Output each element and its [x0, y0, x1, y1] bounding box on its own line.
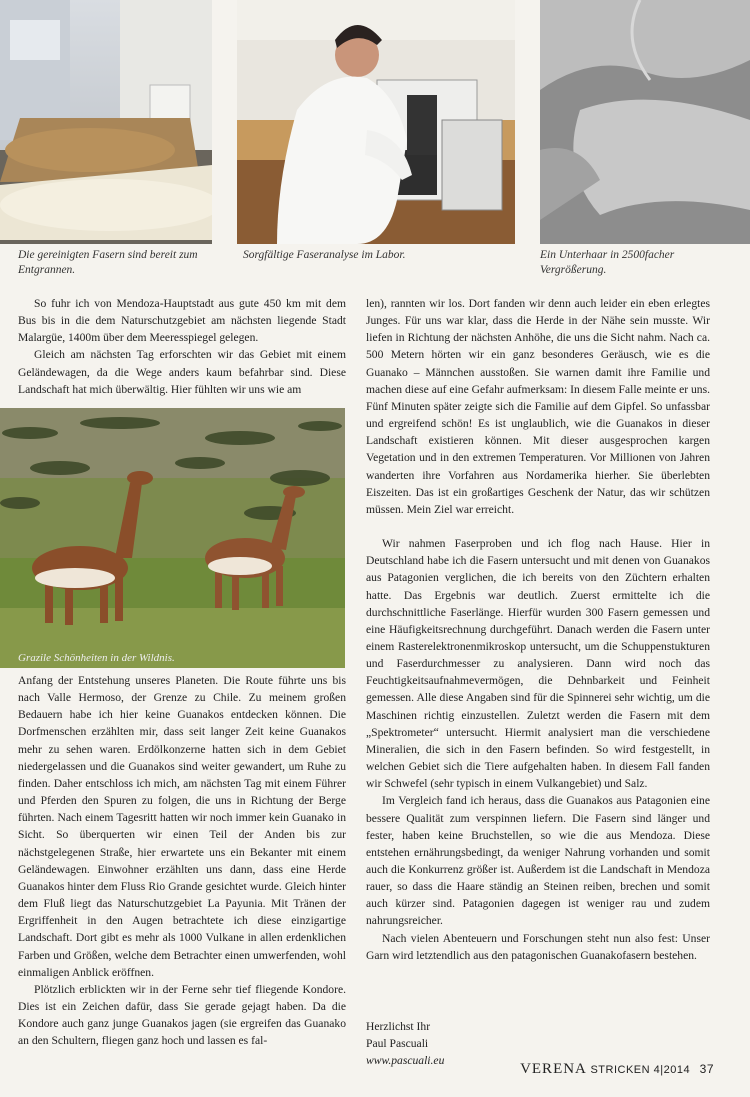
signature-name: Paul Pascuali [366, 1037, 429, 1050]
left-column-bottom [18, 672, 346, 1049]
signature-url[interactable]: www.pascuali.eu [366, 1054, 445, 1067]
caption-guanacos: Grazile Schönheiten in der Wildnis. [18, 652, 175, 664]
photo-guanacos [0, 408, 345, 668]
signature [366, 1018, 444, 1069]
fibers-image [0, 0, 212, 244]
right-column [366, 295, 710, 964]
left-column-top [18, 295, 346, 398]
lab-image [237, 0, 515, 244]
micro-image [540, 0, 750, 244]
paragraph: Im Vergleich fand ich heraus, dass die Guanakos aus Patagonien eine bessere Qualität zum verspinnen liefern. Die Fasern sind länger und fester, haben keine Bruchstellen, so wie die aus Mendoza. Diese entstehen ernährungsbedingt, da weniger Nahrung vorhanden und somit auch die Konkurrenz größer ist. Außerdem ist die Landschaft in Mendoza rauer, so dass die Haare ständig an Steinen reiben, brechen und somit auch kürzer sind. Patagonien dagegen ist weniger rau und zudem nahrungsreicher. [366, 794, 710, 928]
caption-fibers: Die gereinigten Fasern sind bereit zum Entgrannen. [18, 249, 198, 276]
guanacos-image [0, 408, 345, 668]
paragraph: Plötzlich erblickten wir in der Ferne sehr tief fliegende Kondore. Dies ist ein Zeichen dafür, dass Sie gerade gejagt haben. Da die Kondore auch ganz junge Guanakos jagen (sie ergreifen das Guanako an den Schultern, fliegen ganz hoch und lassen es fal- [18, 982, 346, 1048]
photo-fibers [0, 0, 212, 244]
paragraph: So fuhr ich von Mendoza-Hauptstadt aus gute 450 km mit dem Bus bis in die dem Naturschutzgebiet am nächsten liegende Stadt Malargüe, 1400m über dem Meeresspiegel gelegen. [18, 297, 346, 345]
paragraph: Wir nahmen Faserproben und ich flog nach Hause. Hier in Deutschland habe ich die Fasern untersucht und mit denen von Guanakos aus Patagonien verglichen, die ich bereits von den Züchtern erhalten hatte. Das Ergebnis war deutlich. Zuerst ermittelte ich die durchschnittliche Faserlänge. Hierfür wurden 300 Fasern gemessen und eine Häufigkeitsrechnung durchgeführt. Danach werden die Fasern unter einem Rasterelektronenmikroskop untersucht, um die Schuppenstukturen und Faserdurchmesser zu analysieren. Dann wird noch das Feuchtigkeitsaufnahmevermögen, die Dehnbarkeit und Feinheit gemessen. Alle diese Angaben sind für die Spinnerei sehr wichtig, um die Maschinen richtig einzustellen. Zuletzt werden die Fasern mit dem „Spektrometer“ untersucht. Hiermit analysiert man die verschiedene Mineralien, die sich in den Fasern befinden. So wird festgestellt, in welchen Gebiet sich die Tiere aufgehalten haben. In diesem Fall fanden wir Schwefel (sehr typisch in einem Vulkangebiet) und Salz. [366, 537, 710, 791]
photo-lab [237, 0, 515, 244]
footer-magazine: STRICKEN 4|2014 [590, 1064, 691, 1076]
photo-micro [540, 0, 750, 244]
paragraph: Nach vielen Abenteuern und Forschungen steht nun also fest: Unser Garn wird letztendlich aus den patagonischen Guanakofasern bestehen. [366, 931, 710, 962]
footer-brand: VERENA [520, 1061, 587, 1077]
paragraph: Anfang der Entstehung unseres Planeten. Die Route führte uns bis nach Valle Hermoso, der Grenze zu Chile. Zu meinem großen Bedauern habe ich hier keine Guanakos entdecken können. Die Dorfmenschen erzählten mir, dass seit langer Zeit keine Guanakos mehr zu sehen waren. Erdölkonzerne hatten sich in dem Gebiet niedergelassen und die Guanakos sind weiter gewandert, um Ruhe zu finden. Daher entschloss ich mich, am nächsten Tag mit einem Führer und Pferden den Spuren zu folgen, die uns in Richtung der Berge führten. Nach einem Tagesritt hatten wir noch immer kein Guanako in Sicht. So überquerten wir einen Teil der Anden bis zur nächstgelegenen Straße, hier erwartete uns ein Bekanter mit einem Geländewagen. Einwohner erzählten uns dann, dass eine Herde Guanakos hinter dem Fluss Rio Grande gesichtet wurde. Gleich hinter dem Fluß liegt das Naturschutzgebiet La Payunia. Mit Tränen der Ergriffenheit in den Augen betrachtete ich diese einzigartige Landschaft. Dort gibt es mehr als 1000 Vulkane in allen erdenklichen Farben und Größen, welche dem Betrachter einen umwerfenden, wohl einmaligen Anblick eröffnen. [18, 674, 346, 979]
page-footer [520, 1061, 714, 1078]
signature-greeting: Herzlichst Ihr [366, 1020, 431, 1033]
caption-micro: Ein Unterhaar in 2500facher Vergrößerung. [540, 249, 675, 276]
paragraph: len), rannten wir los. Dort fanden wir denn auch leider ein eben erlegtes Junges. Für uns war klar, dass die Herde in der Nähe sein musste. Wir liefen in Richtung der nächsten Anhöhe, die uns die Sicht nahm. Nach ca. 500 Metern hörten wir ein ganz besonderes Geräusch, wie es die Guanako – Männchen ausstoßen. Sie warnen damit ihre Familie und machen diese auf eine Gefahr aufmerksam: In diesem Falle meinte er uns. Fünf Minuten später zeigte sich die Familie auf dem Gipfel. So unfassbar und ergreifend schön! Es ist unglaublich, wie die Guanakos in dieser Landschaft existieren können. Mit dieser ausgesprochen kargen Vegetation und in den extremen Temperaturen. Vor Millionen von Jahren wanderten ihre Vorfahren aus Nordamerika hierher. Sie überlebten Eiszeiten. Das ist ein großartiges Geschenk der Natur, das wir schützen müssen. Mein Ziel war erreicht. [366, 297, 710, 516]
caption-lab: Sorgfältige Faseranalyse im Labor. [243, 249, 406, 261]
page-number: 37 [699, 1062, 714, 1076]
paragraph: Gleich am nächsten Tag erforschten wir das Gebiet mit einem Geländewagen, da die Wege anders kaum befahrbar sind. Diese Landschaft hat mich überwältig. Hier fühlten wir uns wie am [18, 348, 346, 396]
